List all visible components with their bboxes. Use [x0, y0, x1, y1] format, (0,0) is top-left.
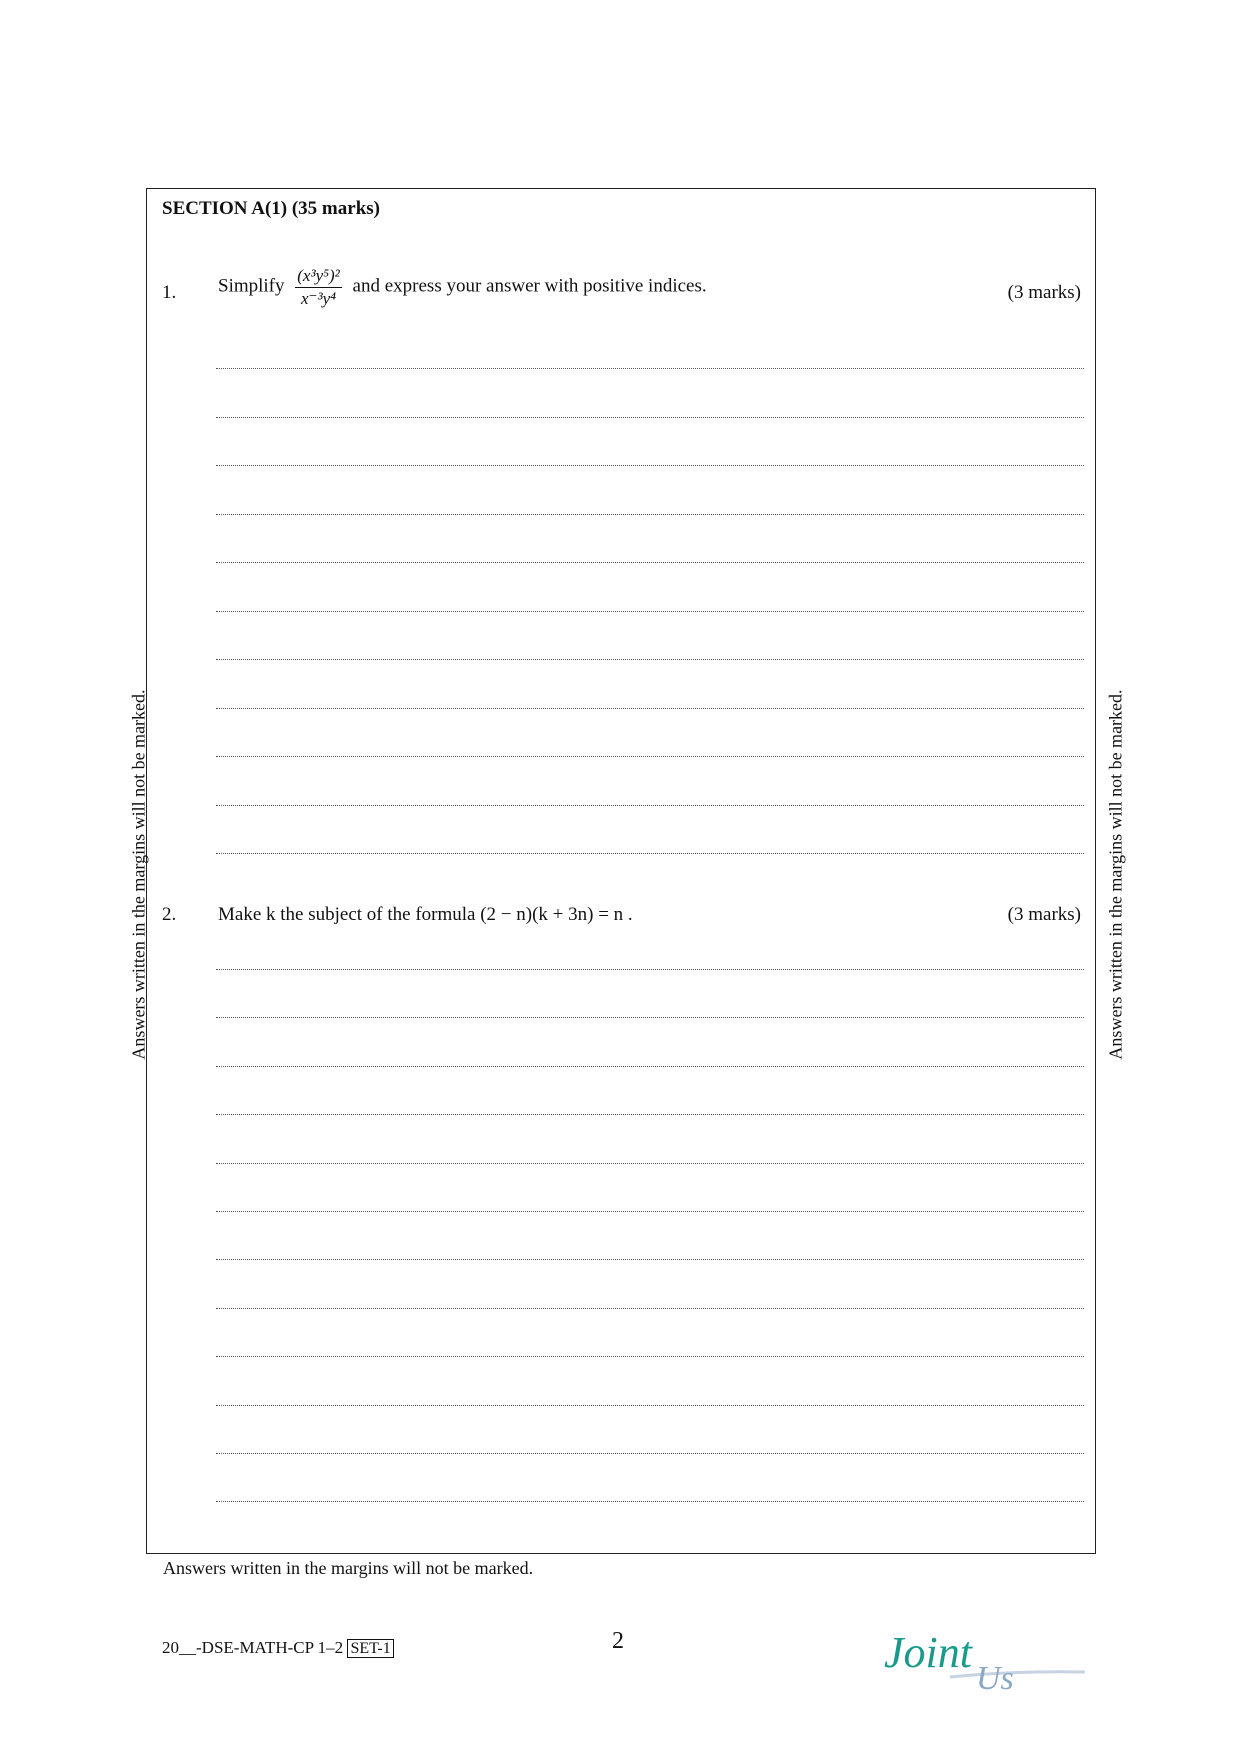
answer-line [216, 1163, 1084, 1164]
fraction-denominator: x⁻³y⁴ [300, 288, 337, 308]
fraction-numerator: (x³y⁵)² [295, 266, 342, 288]
question-2-number: 2. [162, 904, 177, 925]
answer-frame [146, 188, 1096, 1554]
set-badge: SET-1 [347, 1639, 393, 1658]
answer-line [216, 1017, 1084, 1018]
logo-joint-text: Joint [884, 1628, 972, 1677]
page-number: 2 [612, 1628, 624, 1654]
answer-line [216, 465, 1084, 466]
answer-line [216, 1453, 1084, 1454]
paper-code-text: 20__-DSE-MATH-CP 1–2 [162, 1638, 344, 1657]
question-2-text: Make k the subject of the formula (2 − n)(k + 3n) = n . [218, 904, 633, 925]
answer-line [216, 1259, 1084, 1260]
paper-code [162, 1638, 394, 1658]
question-1-text-after: and express your answer with positive indices. [352, 275, 707, 297]
answer-line [216, 708, 1084, 709]
answer-line [216, 1066, 1084, 1067]
joint-us-logo [880, 1625, 1090, 1695]
answer-line [216, 659, 1084, 660]
answer-line [216, 562, 1084, 563]
answer-line [216, 1211, 1084, 1212]
question-1-number: 1. [162, 282, 177, 303]
question-1-text-before: Simplify [218, 275, 285, 297]
answer-line [216, 1405, 1084, 1406]
answer-line [216, 417, 1084, 418]
left-margin-notice: Answers written in the margins will not be marked. [128, 689, 149, 1060]
answer-line [216, 1308, 1084, 1309]
question-1-fraction [295, 266, 342, 308]
logo-us-text: Us [976, 1660, 1014, 1695]
answer-line [216, 368, 1084, 369]
answer-line [216, 1114, 1084, 1115]
section-title: SECTION A(1) (35 marks) [162, 198, 380, 219]
answer-line [216, 514, 1084, 515]
answer-line [216, 1501, 1084, 1502]
question-1-marks: (3 marks) [1007, 282, 1081, 303]
answer-line [216, 805, 1084, 806]
answer-line [216, 853, 1084, 854]
bottom-margin-notice: Answers written in the margins will not be marked. [163, 1558, 534, 1578]
answer-line [216, 756, 1084, 757]
question-2-marks: (3 marks) [1007, 904, 1081, 925]
answer-line [216, 611, 1084, 612]
answer-line [216, 969, 1084, 970]
right-margin-notice: Answers written in the margins will not be marked. [1105, 689, 1126, 1060]
answer-line [216, 1356, 1084, 1357]
question-1-text [218, 266, 707, 308]
